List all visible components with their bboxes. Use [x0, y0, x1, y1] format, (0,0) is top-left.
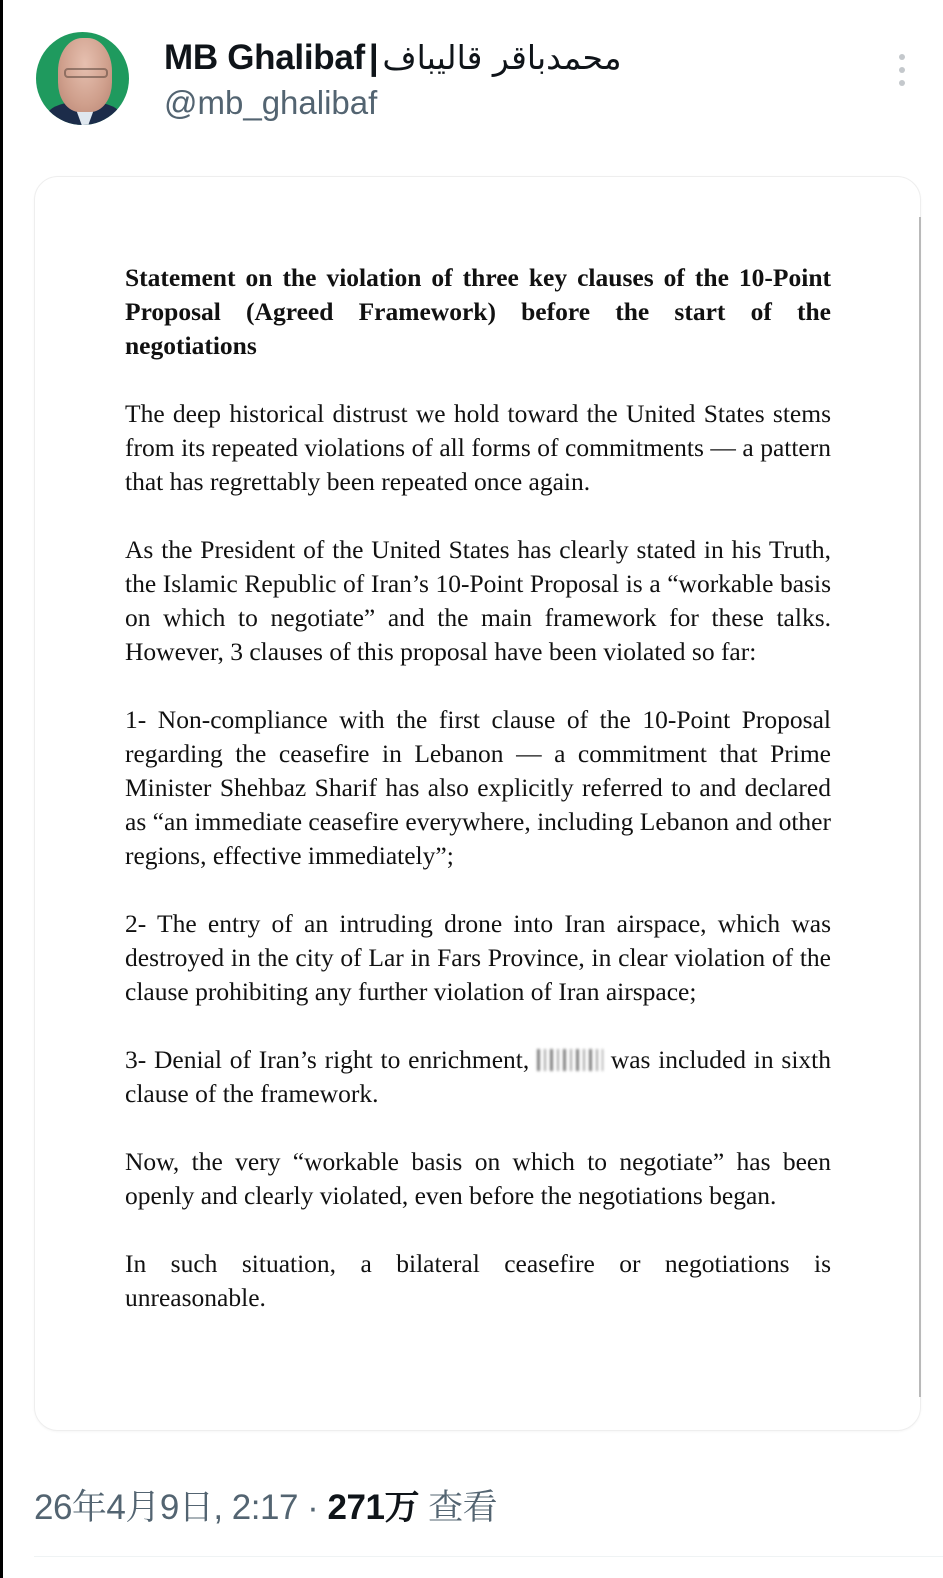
- more-vertical-icon: [899, 67, 905, 73]
- display-name-persian: محمدباقر قالیباف: [382, 38, 622, 77]
- attached-image-card[interactable]: [34, 176, 921, 1431]
- clause-2: 2- The entry of an intruding drone into Iran airspace, which was destroyed in the city of Lar in Fars Province, in clear violation of the clause prohibiting any further violation of Iran airspace;: [125, 909, 831, 1006]
- statement-paragraph: In such situation, a bilateral ceasefire or negotiations is unreasonable.: [125, 1249, 831, 1312]
- display-name-latin: MB Ghalibaf: [164, 38, 365, 77]
- views-count: 271万: [327, 1488, 419, 1527]
- user-handle[interactable]: @mb_ghalibaf: [164, 84, 378, 121]
- meta-separator-dot: ·: [297, 1488, 328, 1527]
- display-name[interactable]: [164, 38, 622, 78]
- clause-3-text-after: was included in sixth clause of the framework.: [125, 1045, 832, 1108]
- blurred-word: [537, 1049, 603, 1071]
- views-label: 查看: [418, 1488, 498, 1527]
- clause-3-text-before: 3- Denial of Iran’s right to enrichment,: [125, 1045, 538, 1074]
- card-right-edge: [919, 217, 921, 1397]
- statement-paragraph: As the President of the United States has clearly stated in his Truth, the Islamic Republic of Iran’s 10-Point Proposal is a “workable basis on which to negotiate” and the main framework for these talks. However, 3 clauses of this proposal have been violated so far:: [125, 535, 831, 666]
- avatar[interactable]: [36, 32, 129, 125]
- statement-title: Statement on the violation of three key clauses of the 10-Point Proposal (Agreed Framework) before the start of the negotiations: [125, 263, 831, 360]
- statement-document: [125, 261, 831, 1349]
- more-options-button[interactable]: [891, 52, 913, 88]
- divider: [34, 1556, 943, 1557]
- more-vertical-icon: [899, 80, 905, 86]
- left-edge-border: [0, 0, 3, 1578]
- display-name-separator: |: [368, 38, 379, 77]
- clause-3: [125, 1043, 831, 1111]
- statement-paragraph: The deep historical distrust we hold toward the United States stems from its repeated violations of all forms of commitments — a pattern that has regrettably been repeated once again.: [125, 399, 831, 496]
- clause-1: 1- Non-compliance with the first clause of the 10-Point Proposal regarding the ceasefire in Lebanon — a commitment that Prime Minister Shehbaz Sharif has also explicitly referred to and declared as “an immediate ceasefire everywhere, including Lebanon and other regions, effective immediately”;: [125, 705, 831, 870]
- timestamp[interactable]: 26年4月9日, 2:17: [34, 1488, 298, 1527]
- more-vertical-icon: [899, 54, 905, 60]
- tweet-header: [36, 30, 916, 130]
- statement-paragraph: Now, the very “workable basis on which to negotiate” has been openly and clearly violated, even before the negotiations began.: [125, 1147, 831, 1210]
- avatar-glasses: [64, 68, 108, 78]
- tweet-meta: [34, 1480, 497, 1530]
